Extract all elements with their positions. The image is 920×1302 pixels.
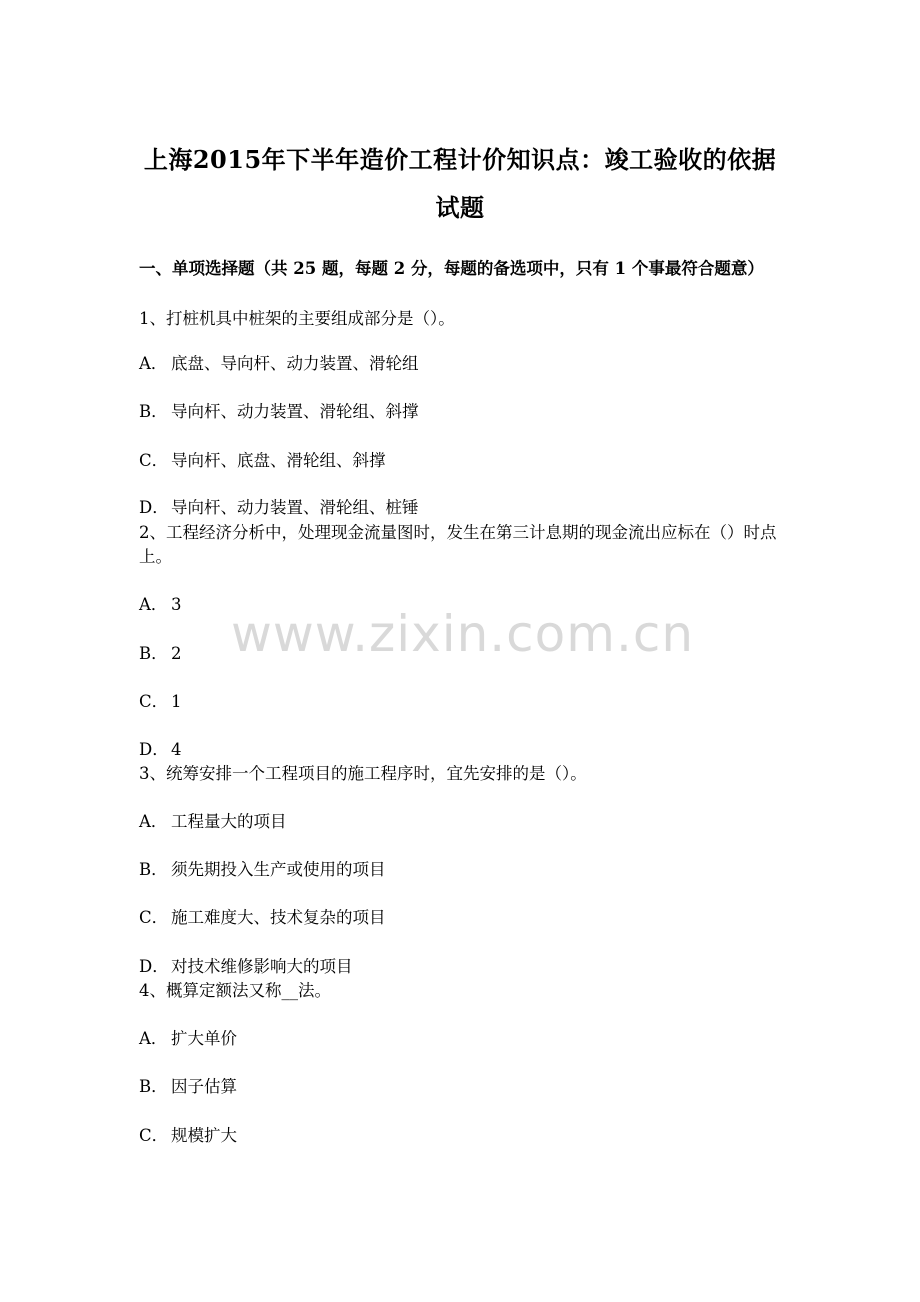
option-text: 1	[171, 692, 182, 711]
option-letter: B．	[139, 402, 168, 421]
option-letter: C．	[139, 1126, 169, 1145]
option-letter: D．	[139, 740, 169, 759]
option-text: 因子估算	[171, 1077, 237, 1096]
question-3-option-d	[139, 955, 789, 979]
question-2-option-d	[139, 738, 789, 762]
option-text: 须先期投入生产或使用的项目	[171, 860, 386, 879]
option-text: 工程量大的项目	[171, 812, 287, 831]
question-3-option-b	[139, 858, 789, 882]
option-text: 3	[171, 595, 182, 614]
option-letter: C．	[139, 451, 169, 470]
question-3-option-c	[139, 906, 789, 930]
option-text: 施工难度大、技术复杂的项目	[171, 908, 386, 927]
option-letter: B．	[139, 860, 168, 879]
option-text: 2	[171, 644, 182, 663]
question-4-option-c	[139, 1124, 789, 1148]
option-text: 规模扩大	[171, 1126, 237, 1145]
question-1-option-c	[139, 449, 789, 473]
option-letter: C．	[139, 908, 169, 927]
option-letter: C．	[139, 692, 169, 711]
option-text: 扩大单价	[171, 1029, 237, 1048]
option-letter: A．	[139, 354, 168, 373]
question-2-option-b	[139, 642, 789, 666]
question-4-option-a	[139, 1027, 789, 1051]
document-title: 上海2015年下半年造价工程计价知识点：竣工验收的依据	[143, 145, 777, 174]
question-4-option-b	[139, 1075, 789, 1099]
question-3-option-a	[139, 810, 789, 834]
option-letter: A．	[139, 595, 168, 614]
question-3-stem: 3、统筹安排一个工程项目的施工程序时，宜先安排的是（）。	[139, 764, 587, 783]
option-text: 4	[171, 740, 182, 759]
document-title-continued: 试题	[435, 193, 485, 222]
option-text: 对技术维修影响大的项目	[171, 957, 353, 976]
question-2-stem: 2、工程经济分析中，处理现金流量图时，发生在第三计息期的现金流出应标在（）时点上。	[139, 523, 777, 566]
option-letter: D．	[139, 498, 169, 517]
section-header: 一、单项选择题（共 25 题，每题 2 分，每题的备选项中，只有 1 个事最符合题意）	[139, 259, 764, 278]
option-letter: D．	[139, 957, 169, 976]
question-1-option-d	[139, 496, 789, 520]
question-1-stem: 1、打桩机具中桩架的主要组成部分是（）。	[139, 309, 455, 328]
option-text: 导向杆、动力装置、滑轮组、桩锤	[171, 498, 419, 517]
option-letter: B．	[139, 644, 168, 663]
watermark: www.zixin.com.cn	[231, 605, 695, 663]
question-2-option-c	[139, 690, 789, 714]
option-letter: B．	[139, 1077, 168, 1096]
question-2-option-a	[139, 593, 789, 617]
option-letter: A．	[139, 1029, 168, 1048]
question-4-stem: 4、概算定额法又称__法。	[139, 981, 331, 1000]
question-1-option-b	[139, 400, 789, 424]
option-text: 导向杆、底盘、滑轮组、斜撑	[171, 451, 386, 470]
question-1-option-a	[139, 352, 789, 376]
option-letter: A．	[139, 812, 168, 831]
option-text: 底盘、导向杆、动力装置、滑轮组	[171, 354, 419, 373]
option-text: 导向杆、动力装置、滑轮组、斜撑	[171, 402, 419, 421]
